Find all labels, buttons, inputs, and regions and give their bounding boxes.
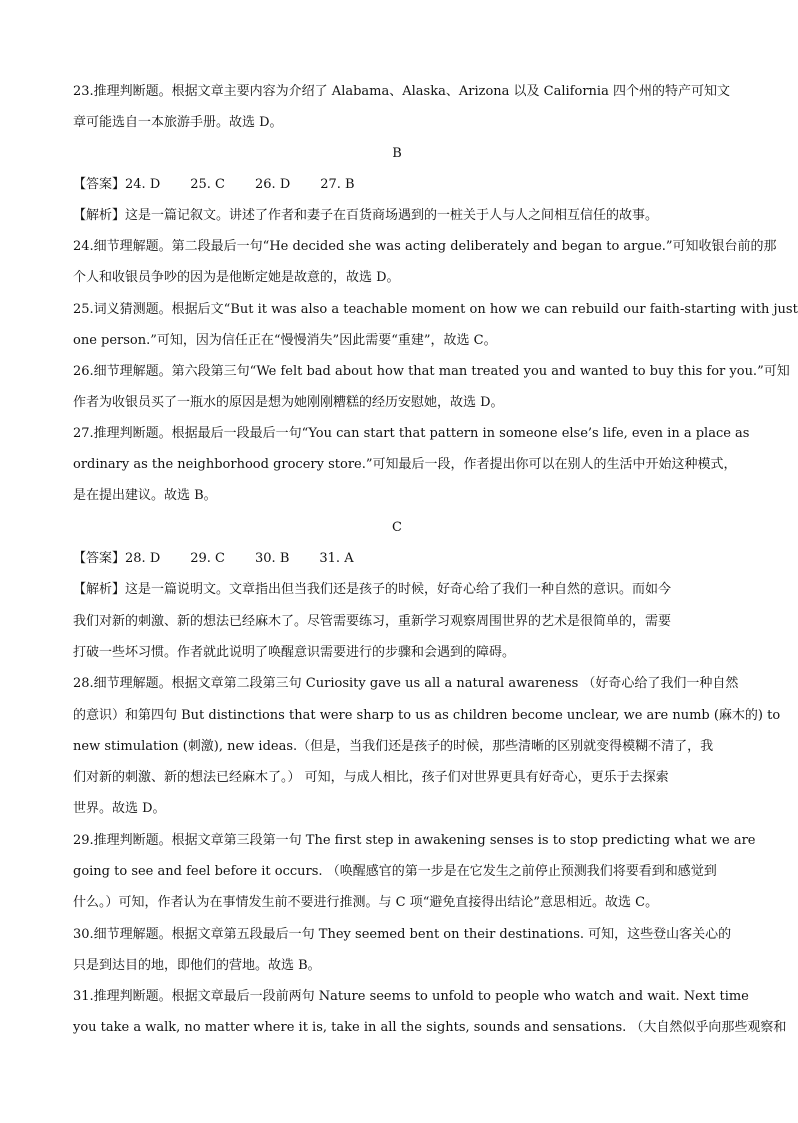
text-line: 个人和收银员争吵的因为是他断定她是故意的，故选 D。 bbox=[73, 270, 400, 285]
text-line: ordinary as the neighborhood grocery store.”可知最后一段，作者提出你可以在别人的生活中开始这种模式， bbox=[73, 457, 737, 472]
text-line: 31.推理判断题。根据文章最后一段前两句 Nature seems to unfold to people who watch and wait. Next time bbox=[73, 989, 749, 1004]
text-line: 29.推理判断题。根据文章第三段第一句 The first step in awakening senses is to stop predicting what we are bbox=[73, 833, 756, 848]
text-line: 28.细节理解题。根据文章第二段第三句 Curiosity gave us all a natural awareness （好奇心给了我们一种自然 bbox=[73, 676, 739, 691]
answer-item: 25. C bbox=[190, 177, 226, 192]
answer-label: 【答案】 bbox=[73, 551, 126, 566]
text-line: 们对新的刺激、新的想法已经麻木了。） 可知，与成人相比，孩子们对世界更具有好奇心，更乐于去探索 bbox=[73, 770, 669, 785]
text-line: 的意识）和第四句 But distinctions that were sharp to us as children become unclear, we are numb (麻木的) to bbox=[73, 708, 781, 723]
text-line: one person.”可知，因为信任正在“慢慢消失”因此需要“重建”，故选 C。 bbox=[73, 333, 497, 348]
text-line: 作者为收银员买了一瓶水的原因是想为她刚刚糟糕的经历安慰她，故选 D。 bbox=[73, 395, 504, 410]
text-line: 24.细节理解题。第二段最后一句“He decided she was acting deliberately and began to argue.”可知收银台前的那 bbox=[73, 239, 777, 254]
section-heading-b: B bbox=[392, 146, 402, 161]
text-line: 26.细节理解题。第六段第三句“We felt bad about how that man treated you and wanted to buy this for you.”可知 bbox=[73, 364, 790, 379]
answer-item: 26. D bbox=[255, 177, 291, 192]
text-line: going to see and feel before it occurs. （唤醒感官的第一步是在它发生之前停止预测我们将要看到和感觉到 bbox=[73, 864, 717, 879]
section-heading-c: C bbox=[392, 520, 402, 535]
text-line: 章可能选自一本旅游手册。故选 D。 bbox=[73, 115, 283, 130]
text-line: 23.推理判断题。根据文章主要内容为介绍了 Alabama、Alaska、Arizona 以及 California 四个州的特产可知文 bbox=[73, 84, 730, 99]
text-line: 27.推理判断题。根据最后一段最后一句“You can start that pattern in someone else’s life, even in a place as bbox=[73, 426, 750, 441]
answer-label: 【答案】 bbox=[73, 177, 126, 192]
answer-line-c bbox=[73, 549, 723, 569]
text-line: 什么。）可知，作者认为在事情发生前不要进行推测。与 C 项“避免直接得出结论”意思相近。故选 C。 bbox=[73, 895, 659, 910]
text-line: 【解析】这是一篇记叙文。讲述了作者和妻子在百货商场遇到的一桩关于人与人之间相互信任的故事。 bbox=[73, 208, 659, 223]
answer-item: 24. D bbox=[125, 177, 161, 192]
text-line: 打破一些坏习惯。作者就此说明了唤醒意识需要进行的步骤和会遇到的障碍。 bbox=[73, 645, 516, 660]
text-line: 30.细节理解题。根据文章第五段最后一句 They seemed bent on their destinations. 可知，这些登山客关心的 bbox=[73, 927, 732, 942]
text-line: 【解析】这是一篇说明文。文章指出但当我们还是孩子的时候，好奇心给了我们一种自然的意识。而如今 bbox=[73, 582, 672, 597]
text-line: 25.词义猜测题。根据后文“But it was also a teachable moment on how we can rebuild our faith-starting with just bbox=[73, 302, 798, 317]
text-line: new stimulation (刺激), new ideas.（但是，当我们还是孩子的时候，那些清晰的区别就变得模糊不清了，我 bbox=[73, 739, 714, 754]
text-line: you take a walk, no matter where it is, take in all the sights, sounds and sensations. （大自然似乎向那些观察和 bbox=[73, 1020, 787, 1035]
answer-item: 28. D bbox=[125, 551, 161, 566]
text-line: 是在提出建议。故选 B。 bbox=[73, 488, 217, 503]
text-line: 世界。故选 D。 bbox=[73, 801, 166, 816]
answer-item: 27. B bbox=[320, 177, 355, 192]
answer-item: 31. A bbox=[319, 551, 354, 566]
answer-item: 29. C bbox=[190, 551, 226, 566]
text-line: 我们对新的刺激、新的想法已经麻木了。尽管需要练习，重新学习观察周围世界的艺术是很简单的，需要 bbox=[73, 614, 672, 629]
answer-line-b bbox=[73, 175, 723, 195]
answer-item: 30. B bbox=[255, 551, 290, 566]
text-line: 只是到达目的地，即他们的营地。故选 B。 bbox=[73, 958, 321, 973]
